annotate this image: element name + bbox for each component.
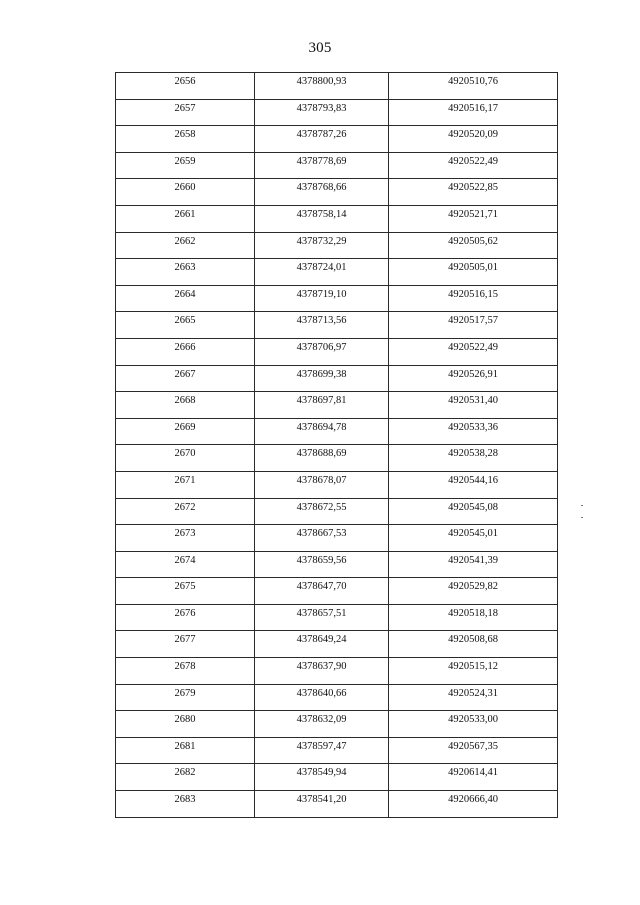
x-coordinate-cell: 4378678,07 — [255, 471, 389, 498]
y-coordinate-cell: 4920545,08 — [389, 498, 558, 525]
x-coordinate-cell: 4378659,56 — [255, 551, 389, 578]
x-coordinate-cell: 4378787,26 — [255, 126, 389, 153]
y-coordinate-cell: 4920520,09 — [389, 126, 558, 153]
y-coordinate-cell: 4920505,01 — [389, 259, 558, 286]
point-number-cell: 2679 — [116, 684, 255, 711]
x-coordinate-cell: 4378647,70 — [255, 578, 389, 605]
table-row — [116, 551, 558, 578]
y-coordinate-cell: 4920567,35 — [389, 737, 558, 764]
table-row — [116, 471, 558, 498]
x-coordinate-cell: 4378672,55 — [255, 498, 389, 525]
table-row — [116, 498, 558, 525]
y-coordinate-cell: 4920541,39 — [389, 551, 558, 578]
table-row — [116, 631, 558, 658]
x-coordinate-cell: 4378719,10 — [255, 285, 389, 312]
point-number-cell: 2678 — [116, 658, 255, 685]
y-coordinate-cell: 4920533,36 — [389, 418, 558, 445]
y-coordinate-cell: 4920505,62 — [389, 232, 558, 259]
page-number: 305 — [308, 40, 332, 56]
table-row — [116, 99, 558, 126]
point-number-cell: 2658 — [116, 126, 255, 153]
point-number-cell: 2664 — [116, 285, 255, 312]
table-row — [116, 658, 558, 685]
x-coordinate-cell: 4378793,83 — [255, 99, 389, 126]
x-coordinate-cell: 4378697,81 — [255, 392, 389, 419]
y-coordinate-cell: 4920516,15 — [389, 285, 558, 312]
y-coordinate-cell: 4920666,40 — [389, 791, 558, 818]
y-coordinate-cell: 4920522,49 — [389, 152, 558, 179]
x-coordinate-cell: 4378724,01 — [255, 259, 389, 286]
table-row — [116, 604, 558, 631]
x-coordinate-cell: 4378713,56 — [255, 312, 389, 339]
point-number-cell: 2673 — [116, 525, 255, 552]
point-number-cell: 2665 — [116, 312, 255, 339]
x-coordinate-cell: 4378800,93 — [255, 73, 389, 100]
y-coordinate-cell: 4920515,12 — [389, 658, 558, 685]
x-coordinate-cell: 4378649,24 — [255, 631, 389, 658]
table-row — [116, 152, 558, 179]
table-row — [116, 312, 558, 339]
table-row — [116, 126, 558, 153]
point-number-cell: 2683 — [116, 791, 255, 818]
table-row — [116, 764, 558, 791]
table-row — [116, 338, 558, 365]
x-coordinate-cell: 4378549,94 — [255, 764, 389, 791]
y-coordinate-cell: 4920544,16 — [389, 471, 558, 498]
point-number-cell: 2661 — [116, 205, 255, 232]
table-row — [116, 684, 558, 711]
point-number-cell: 2677 — [116, 631, 255, 658]
x-coordinate-cell: 4378688,69 — [255, 445, 389, 472]
table-row — [116, 365, 558, 392]
x-coordinate-cell: 4378637,90 — [255, 658, 389, 685]
point-number-cell: 2669 — [116, 418, 255, 445]
point-number-cell: 2674 — [116, 551, 255, 578]
point-number-cell: 2660 — [116, 179, 255, 206]
y-coordinate-cell: 4920517,57 — [389, 312, 558, 339]
table-row — [116, 259, 558, 286]
table-row — [116, 205, 558, 232]
x-coordinate-cell: 4378657,51 — [255, 604, 389, 631]
table-row — [116, 711, 558, 738]
point-number-cell: 2675 — [116, 578, 255, 605]
point-number-cell: 2668 — [116, 392, 255, 419]
y-coordinate-cell: 4920545,01 — [389, 525, 558, 552]
x-coordinate-cell: 4378778,69 — [255, 152, 389, 179]
point-number-cell: 2667 — [116, 365, 255, 392]
x-coordinate-cell: 4378699,38 — [255, 365, 389, 392]
x-coordinate-cell: 4378706,97 — [255, 338, 389, 365]
y-coordinate-cell: 4920526,91 — [389, 365, 558, 392]
point-number-cell: 2666 — [116, 338, 255, 365]
x-coordinate-cell: 4378597,47 — [255, 737, 389, 764]
x-coordinate-cell: 4378640,66 — [255, 684, 389, 711]
x-coordinate-cell: 4378632,09 — [255, 711, 389, 738]
point-number-cell: 2682 — [116, 764, 255, 791]
point-number-cell: 2680 — [116, 711, 255, 738]
x-coordinate-cell: 4378758,14 — [255, 205, 389, 232]
x-coordinate-cell: 4378667,53 — [255, 525, 389, 552]
x-coordinate-cell: 4378768,66 — [255, 179, 389, 206]
point-number-cell: 2671 — [116, 471, 255, 498]
point-number-cell: 2672 — [116, 498, 255, 525]
x-coordinate-cell: 4378732,29 — [255, 232, 389, 259]
y-coordinate-cell: 4920518,18 — [389, 604, 558, 631]
table-row — [116, 179, 558, 206]
point-number-cell: 2670 — [116, 445, 255, 472]
point-number-cell: 2676 — [116, 604, 255, 631]
point-number-cell: 2663 — [116, 259, 255, 286]
table-row — [116, 418, 558, 445]
point-number-cell: 2656 — [116, 73, 255, 100]
x-coordinate-cell: 4378541,20 — [255, 791, 389, 818]
y-coordinate-cell: 4920614,41 — [389, 764, 558, 791]
table-row — [116, 392, 558, 419]
y-coordinate-cell: 4920522,85 — [389, 179, 558, 206]
y-coordinate-cell: 4920529,82 — [389, 578, 558, 605]
y-coordinate-cell: 4920516,17 — [389, 99, 558, 126]
x-coordinate-cell: 4378694,78 — [255, 418, 389, 445]
point-number-cell: 2681 — [116, 737, 255, 764]
point-number-cell: 2662 — [116, 232, 255, 259]
y-coordinate-cell: 4920521,71 — [389, 205, 558, 232]
point-number-cell: 2657 — [116, 99, 255, 126]
y-coordinate-cell: 4920538,28 — [389, 445, 558, 472]
point-number-cell: 2659 — [116, 152, 255, 179]
y-coordinate-cell: 4920508,68 — [389, 631, 558, 658]
y-coordinate-cell: 4920522,49 — [389, 338, 558, 365]
coordinates-table-body — [116, 73, 558, 818]
y-coordinate-cell: 4920510,76 — [389, 73, 558, 100]
table-row — [116, 737, 558, 764]
table-row — [116, 232, 558, 259]
table-row — [116, 578, 558, 605]
table-row — [116, 285, 558, 312]
y-coordinate-cell: 4920524,31 — [389, 684, 558, 711]
scan-specks — [581, 505, 585, 519]
y-coordinate-cell: 4920533,00 — [389, 711, 558, 738]
y-coordinate-cell: 4920531,40 — [389, 392, 558, 419]
table-row — [116, 525, 558, 552]
coordinates-table — [115, 72, 558, 818]
table-row — [116, 73, 558, 100]
table-row — [116, 445, 558, 472]
table-row — [116, 791, 558, 818]
